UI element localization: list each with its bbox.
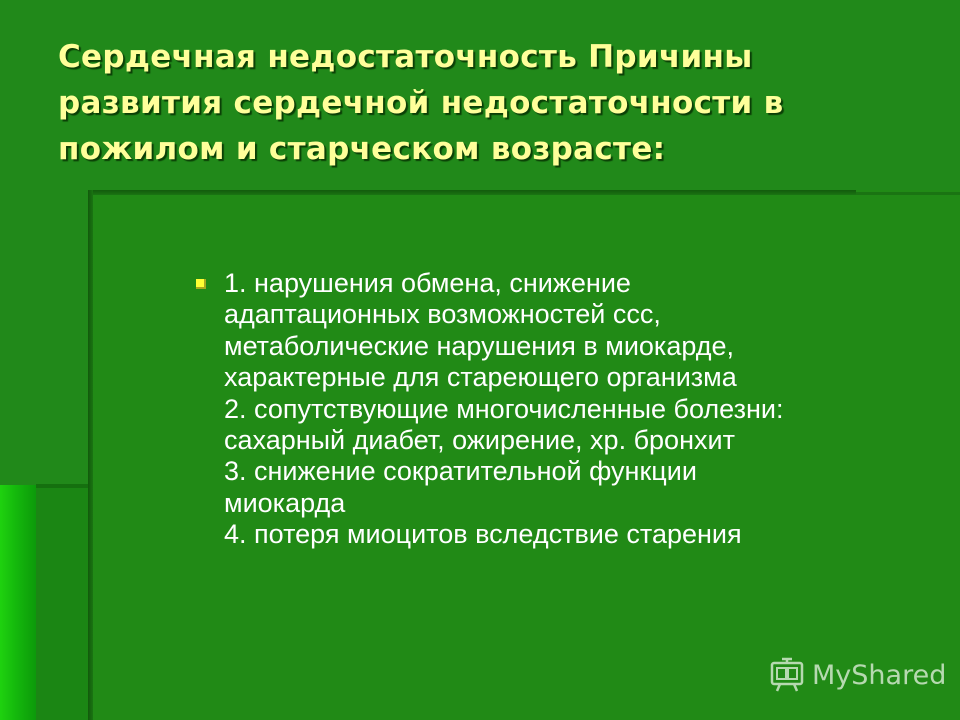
myshared-watermark bbox=[768, 656, 946, 694]
slide-title: Сердечная недостаточность Причины развития сердечной недостаточности в пожилом и старческом возрасте: bbox=[58, 39, 784, 167]
slide-content bbox=[196, 268, 916, 551]
bullet-line: характерные для стареющего организма bbox=[224, 362, 737, 393]
watermark-text: MyShared bbox=[812, 659, 947, 691]
panel-left-shadow bbox=[88, 190, 93, 720]
band-top-shadow bbox=[36, 484, 92, 488]
bullet-line: 4. потеря миоцитов вследствие старения bbox=[224, 519, 742, 550]
bullet-text bbox=[224, 268, 783, 551]
square-bullet-icon bbox=[196, 279, 206, 289]
bullet-item bbox=[196, 268, 916, 551]
left-gradient-strip bbox=[0, 485, 36, 720]
left-dark-band bbox=[36, 485, 92, 720]
bullet-line: адаптационных возможностей ссс, bbox=[224, 299, 661, 330]
bullet-line: сахарный диабет, ожирение, хр. бронхит bbox=[224, 425, 735, 456]
bullet-line: 3. снижение сократительной функции bbox=[224, 456, 697, 487]
presentation-board-icon bbox=[768, 656, 806, 694]
bullet-line: 2. сопутствующие многочисленные болезни: bbox=[224, 393, 784, 424]
bullet-line: 1. нарушения обмена, снижение bbox=[224, 268, 631, 298]
panel-top-shadow bbox=[88, 190, 856, 195]
bullet-line: миокарда bbox=[224, 487, 346, 518]
panel-top-shadow-right bbox=[856, 192, 960, 195]
bullet-line: метаболические нарушения в миокарде, bbox=[224, 330, 735, 361]
